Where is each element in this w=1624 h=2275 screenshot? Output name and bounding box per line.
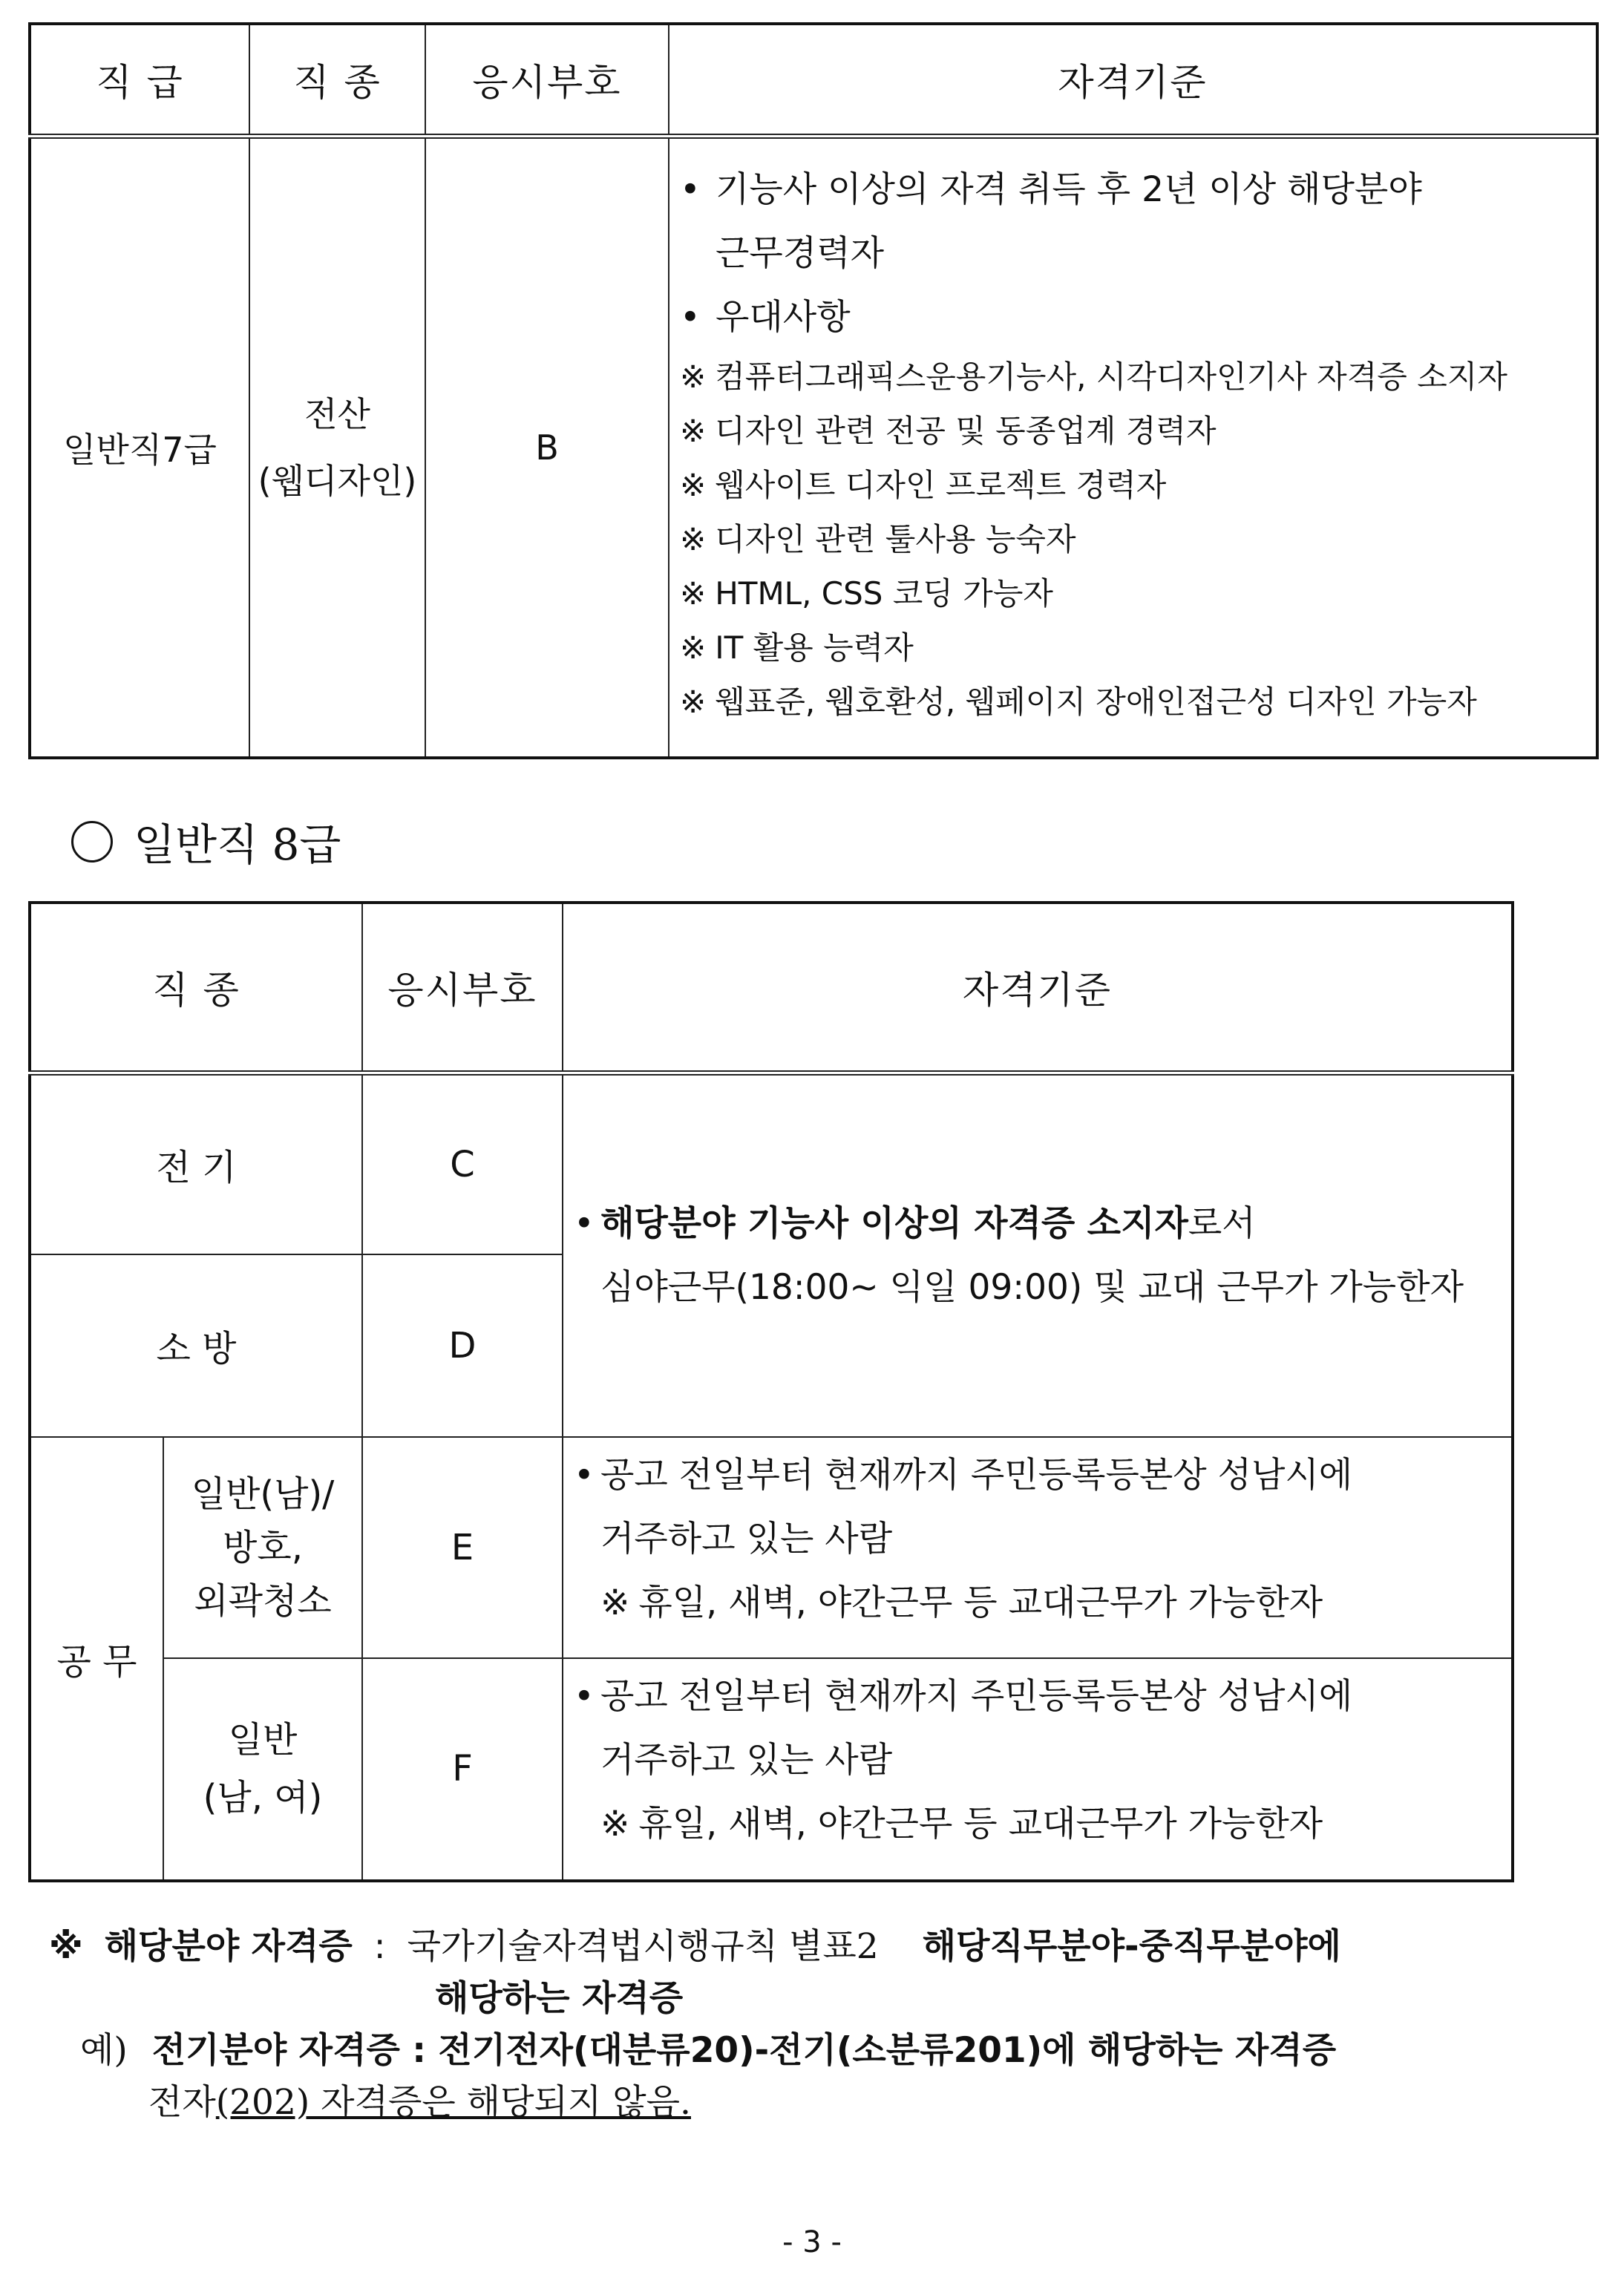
note-item xyxy=(563,1571,1511,1635)
criteria-text: 근무경력자 xyxy=(716,233,885,274)
job-line: (웹디자인) xyxy=(258,461,417,501)
example-bold-text: 전기분야 자격증 : 전기전자(대분류20)-전기(소분류201)에 해당하는 자격증 xyxy=(151,2030,1337,2071)
note-item xyxy=(563,1793,1511,1856)
note-item xyxy=(669,675,1596,729)
criteria-text: • 우대사항 xyxy=(716,297,851,338)
footnote xyxy=(49,1921,1593,2129)
criteria-cell xyxy=(563,1437,1513,1658)
table-row xyxy=(30,137,1597,759)
criteria-bullet xyxy=(563,1444,1511,1508)
footnote-example-note xyxy=(49,2077,1593,2129)
table-row xyxy=(30,1658,1513,1881)
job-line: 전산 xyxy=(304,394,370,434)
footnote-line xyxy=(49,1921,1593,1973)
note-mark: ※ xyxy=(600,1803,630,1844)
note-mark: ※ xyxy=(680,575,707,612)
criteria-text: 거주하고 있는 사람 xyxy=(600,1518,893,1559)
note-item xyxy=(669,621,1596,675)
job-cell: 소 방 xyxy=(30,1254,362,1437)
note-text: 웹표준, 웹호환성, 웹페이지 장애인접근성 디자인 가능자 xyxy=(715,684,1477,720)
note-item xyxy=(669,404,1596,458)
footnote-source: 국가기술자격법시행규칙 별표2 xyxy=(407,1926,879,1967)
job-line: (남, 여) xyxy=(203,1777,323,1819)
note-mark: ※ xyxy=(680,684,707,720)
code-cell: E xyxy=(362,1437,563,1658)
criteria-text: 공고 전일부터 현재까지 주민등록등본상 성남시에 xyxy=(600,1675,1353,1717)
note-text: 디자인 관련 전공 및 동종업계 경력자 xyxy=(715,413,1217,449)
section-title: 일반직 8급 xyxy=(134,819,341,870)
criteria-text: 로서 xyxy=(1188,1202,1256,1244)
group-label-cell: 공 무 xyxy=(30,1437,163,1881)
criteria-bold-text: 해당분야 기능사 이상의 자격증 소지자 xyxy=(600,1202,1188,1244)
note-mark: ※ xyxy=(680,467,707,503)
job-cell: 전 기 xyxy=(30,1073,362,1254)
table-grade7 xyxy=(28,22,1599,759)
footnote-example xyxy=(49,2025,1593,2077)
note-text: IT 활용 능력자 xyxy=(715,629,914,666)
footnote-colon: : xyxy=(373,1926,386,1967)
header-job: 직 종 xyxy=(249,24,425,137)
criteria-text: 공고 전일부터 현재까지 주민등록등본상 성남시에 xyxy=(600,1454,1353,1496)
job-cell xyxy=(163,1658,362,1881)
example-prefix: 예) xyxy=(80,2030,128,2071)
table-grade8 xyxy=(28,901,1514,1882)
job-cell xyxy=(249,137,425,759)
criteria-bullet xyxy=(563,1192,1511,1256)
example-text: 전자 xyxy=(148,2082,216,2123)
criteria-text: 거주하고 있는 사람 xyxy=(600,1739,893,1781)
note-text: 디자인 관련 툴사용 능숙자 xyxy=(715,521,1076,557)
note-mark: ※ xyxy=(600,1582,630,1623)
header-rank: 직 급 xyxy=(30,24,249,137)
section-heading xyxy=(71,815,341,874)
note-item xyxy=(669,458,1596,512)
criteria-bullet xyxy=(669,158,1596,286)
code-cell: F xyxy=(362,1658,563,1881)
circle-icon xyxy=(71,821,113,862)
footnote-line xyxy=(49,1973,1593,2025)
table-row xyxy=(30,1437,1513,1658)
note-text: 웹사이트 디자인 프로젝트 경력자 xyxy=(715,467,1167,503)
header-criteria: 자격기준 xyxy=(563,903,1513,1073)
example-underlined-text: (202) 자격증은 해당되지 않음. xyxy=(215,2082,691,2123)
table-row xyxy=(30,1073,1513,1254)
criteria-text: • 기능사 이상의 자격 취득 후 2년 이상 해당분야 xyxy=(716,169,1422,210)
job-line: 일반 xyxy=(228,1719,298,1761)
note-item xyxy=(669,350,1596,404)
footnote-bold-text: 해당직무분야-중직무분야에 xyxy=(922,1926,1341,1967)
criteria-cell xyxy=(563,1073,1513,1437)
criteria-bullet xyxy=(669,286,1596,350)
note-item xyxy=(669,512,1596,566)
header-job: 직 종 xyxy=(30,903,362,1073)
header-code: 응시부호 xyxy=(425,24,669,137)
note-mark: ※ xyxy=(680,629,707,666)
header-criteria: 자격기준 xyxy=(669,24,1597,137)
footnote-mark: ※ xyxy=(49,1926,83,1967)
note-mark: ※ xyxy=(680,413,707,449)
job-line: 방호, xyxy=(223,1526,303,1568)
criteria-cell xyxy=(563,1658,1513,1881)
code-cell: C xyxy=(362,1073,563,1254)
note-text: HTML, CSS 코딩 가능자 xyxy=(715,575,1053,612)
header-code: 응시부호 xyxy=(362,903,563,1073)
job-cell xyxy=(163,1437,362,1658)
table-header-row xyxy=(30,903,1513,1073)
note-text: 휴일, 새벽, 야간근무 등 교대근무가 가능한자 xyxy=(638,1582,1323,1623)
note-text: 휴일, 새벽, 야간근무 등 교대근무가 가능한자 xyxy=(638,1803,1323,1844)
code-cell: D xyxy=(362,1254,563,1437)
note-mark: ※ xyxy=(680,521,707,557)
page-number: - 3 - xyxy=(782,2225,842,2259)
criteria-bullet xyxy=(563,1665,1511,1729)
footnote-bold-text: 해당하는 자격증 xyxy=(435,1978,684,2019)
note-item xyxy=(669,566,1596,621)
note-text: 컴퓨터그래픽스운용기능사, 시각디자인기사 자격증 소지자 xyxy=(715,359,1507,395)
criteria-cell xyxy=(669,137,1597,759)
job-line: 외곽청소 xyxy=(194,1580,332,1622)
footnote-label: 해당분야 자격증 xyxy=(104,1926,353,1967)
criteria-text: 심야근무(18:00~ 익일 09:00) 및 교대 근무가 가능한자 xyxy=(600,1266,1464,1308)
rank-cell: 일반직7급 xyxy=(30,137,249,759)
table-header-row xyxy=(30,24,1597,137)
code-cell: B xyxy=(425,137,669,759)
job-line: 일반(남)/ xyxy=(191,1473,335,1515)
note-mark: ※ xyxy=(680,359,707,395)
